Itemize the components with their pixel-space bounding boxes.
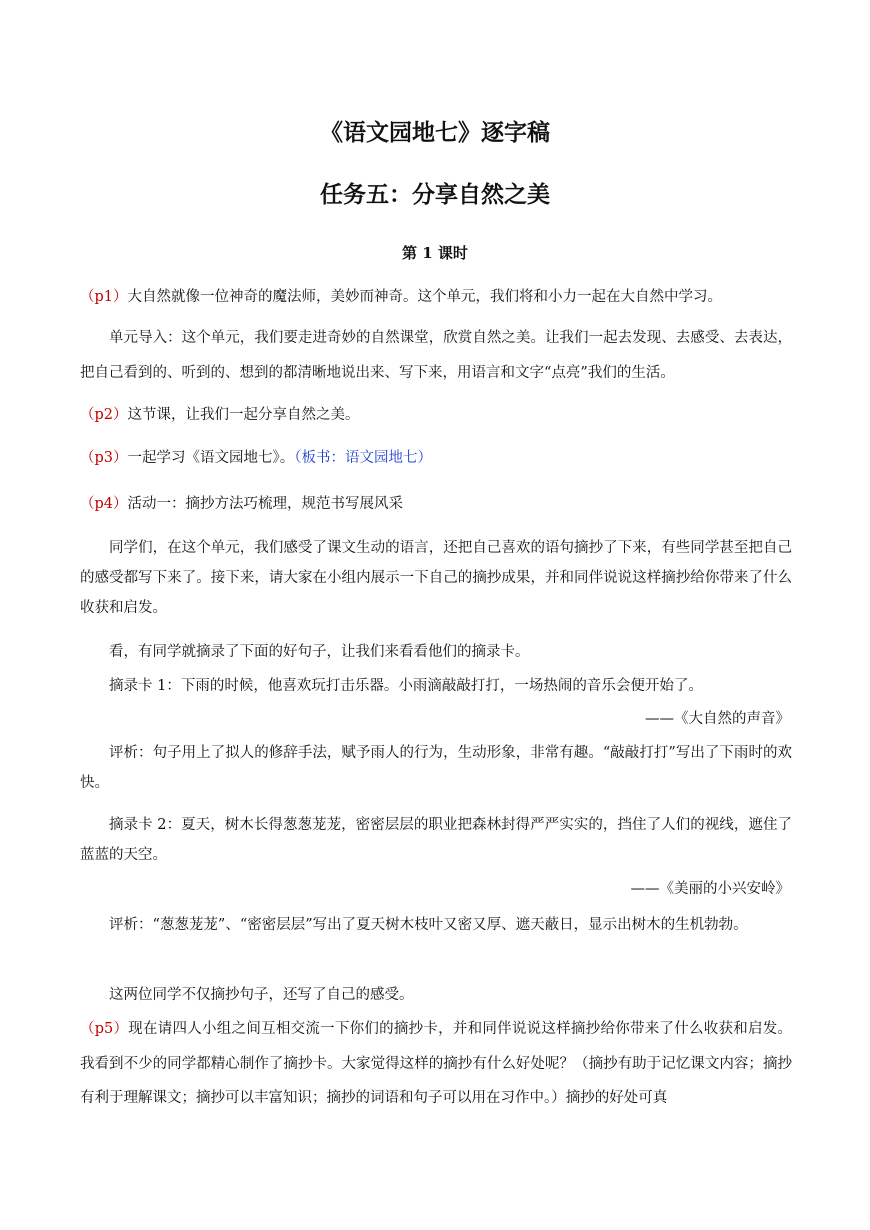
slide-tag-p5: （p5） bbox=[80, 1021, 129, 1037]
excerpt-card-1: 摘录卡 1：下雨的时候，他喜欢玩打击乐器。小雨滴敲敲打打，一场热闹的音乐会便开始了。 bbox=[109, 678, 703, 694]
p1-text: 大自然就像一位神奇的魔法师，美妙而神奇。这个单元，我们将和小力一起在大自然中学习。 bbox=[127, 289, 723, 305]
slide-tag-p1: （p1） bbox=[80, 289, 128, 305]
unit-intro: 单元导入：这个单元，我们要走进奇妙的自然课堂，欣赏自然之美。让我们一起去发现、去感受、去表达，把自己看到的、听到的、想到的都清晰地说出来、写下来，用语言和文字“点亮”我们的生活。 bbox=[80, 330, 792, 381]
board-note: （板书：语文园地七） bbox=[294, 450, 433, 466]
paragraph-p4 bbox=[80, 487, 792, 522]
comment-1: 评析：句子用上了拟人的修辞手法，赋予雨人的行为，生动形象，非常有趣。“敲敲打打”写出了下雨时的欢快。 bbox=[80, 745, 792, 791]
paragraph-p2 bbox=[80, 398, 792, 433]
slide-tag-p3: （p3） bbox=[80, 450, 128, 466]
p2-text: 这节课，让我们一起分享自然之美。 bbox=[127, 407, 360, 423]
comment-2: 评析：“葱葱茏茏”、“密密层层”写出了夏天树木枝叶又密又厚、遮天蔽日，显示出树木的生机勃勃。 bbox=[109, 917, 748, 933]
excerpt-card-2: 摘录卡 2：夏天，树木长得葱葱茏茏，密密层层的职业把森林封得严严实实的，挡住了人们的视线，遮住了蓝蓝的天空。 bbox=[80, 817, 792, 863]
paragraph-p1 bbox=[80, 280, 792, 315]
p3-text: 一起学习《语文园地七》。 bbox=[127, 450, 295, 466]
p4-text: 活动一：摘抄方法巧梳理，规范书写展风采 bbox=[127, 496, 404, 512]
paragraph-summary: 这两位同学不仅摘抄句子，还写了自己的感受。 bbox=[109, 987, 414, 1003]
p5-text: 现在请四人小组之间互相交流一下你们的摘抄卡，并和同伴说说这样摘抄给你带来了什么收获和启发。我看到不少的同学都精心制作了摘抄卡。大家觉得这样的摘抄有什么好处呢？（摘抄有助于记忆课文内容；摘抄有利于理解课文；摘抄可以丰富知识；摘抄的词语和句子可以用在习作中。）摘抄的好处可真 bbox=[80, 1021, 792, 1106]
document-title: 《语文园地七》逐字稿 bbox=[320, 119, 550, 146]
excerpt-card-1-source: ——《大自然的声音》 bbox=[645, 711, 790, 727]
paragraph-p3 bbox=[80, 441, 792, 476]
paragraph-p5 bbox=[80, 1012, 792, 1116]
excerpt-card-2-source: ——《美丽的小兴安岭》 bbox=[630, 881, 790, 897]
paragraph-activity: 同学们，在这个单元，我们感受了课文生动的语言，还把自己喜欢的语句摘抄了下来，有些同学甚至把自己的感受都写下来了。接下来，请大家在小组内展示一下自己的摘抄成果，并和同伴说说这样摘抄给你带来了什么收获和启发。 bbox=[80, 540, 792, 616]
paragraph-look: 看，有同学就摘录了下面的好句子，让我们来看看他们的摘录卡。 bbox=[109, 644, 530, 660]
task-title: 任务五：分享自然之美 bbox=[320, 181, 550, 208]
slide-tag-p4: （p4） bbox=[80, 496, 128, 512]
lesson-label: 第 1 课时 bbox=[402, 244, 468, 262]
slide-tag-p2: （p2） bbox=[80, 407, 128, 423]
